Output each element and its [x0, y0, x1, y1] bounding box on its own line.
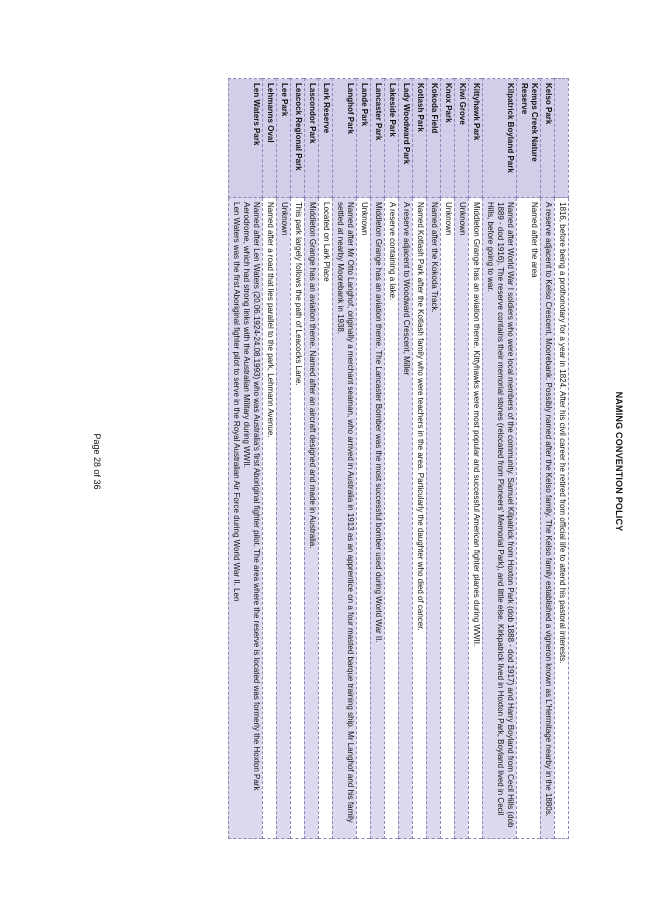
table-row	[427, 79, 441, 839]
park-name-cell: Kilpatrick Boyland Park	[483, 79, 517, 198]
naming-origin-cell: Located on Lark Place	[319, 198, 333, 839]
table-row	[357, 79, 371, 839]
naming-origin-cell: Unknown	[277, 198, 291, 839]
naming-table-body	[229, 79, 569, 839]
park-name-cell: Lancaster Park	[371, 79, 385, 198]
naming-origin-cell: Named Kotlash Park after the Kotlash family who were teachers in the area. Particularly the daughter who died of cancer.	[413, 198, 427, 839]
table-row	[305, 79, 319, 839]
table-row	[469, 79, 483, 839]
park-name-cell: Lakeside Park	[385, 79, 399, 198]
table-row	[413, 79, 427, 839]
park-name-cell: Langhof Park	[333, 79, 357, 198]
table-row	[455, 79, 469, 839]
table-row	[229, 79, 263, 839]
naming-origin-cell: A reserve adjacent to Kelso Crescent, Moorebank. Possibly named after the Kelso family. The Kelso family established a vigneron known as L'Hermitage nearby in the 1880s.	[541, 198, 555, 839]
page-number: Page 28 of 36	[92, 433, 102, 490]
naming-origin-cell: Named after Mr Otto Langhof, originally a merchant seaman, who arrived in Australia in 1913 as an apprentice on a four masted barque training ship. Mr Langhof and his family settled at nearby Moorebank in 1938.	[333, 198, 357, 839]
naming-table	[228, 78, 569, 839]
table-row	[441, 79, 455, 839]
naming-origin-cell: Unknown	[357, 198, 371, 839]
table-row	[291, 79, 305, 839]
naming-origin-cell: Unknown	[441, 198, 455, 839]
naming-origin-cell: A reserve containing a lake.	[385, 198, 399, 839]
park-name-cell: Lark Reserve	[319, 79, 333, 198]
park-name-cell: Kotlash Park	[413, 79, 427, 198]
table-row	[371, 79, 385, 839]
park-name-cell: Lady Woodward Park	[399, 79, 413, 198]
table-row	[541, 79, 555, 839]
naming-origin-cell: Middleton Grange has an aviation theme. The Lancaster Bomber was the most successful bomber used during World War II.	[371, 198, 385, 839]
naming-origin-cell: Middleton Grange has an aviation theme. Named after an aircraft designed and made in Australia.	[305, 198, 319, 839]
naming-origin-cell: Named after the Kokoda Track.	[427, 198, 441, 839]
park-name-cell	[555, 79, 569, 198]
naming-origin-cell: A reserve adjacent to Woodward Crescent, Miller	[399, 198, 413, 839]
table-row	[263, 79, 277, 839]
park-name-cell: Leacock Regional Park	[291, 79, 305, 198]
park-name-cell: Lande Park	[357, 79, 371, 198]
table-row	[517, 79, 541, 839]
naming-origin-cell: 1816, before being a prothonotary for a year in 1824. After his civil career he retired from official life to attend his pastoral interests.	[555, 198, 569, 839]
document-title: NAMING CONVENTION POLICY	[614, 391, 624, 532]
naming-origin-cell: Named after a road that lies parallel to the park, Lehmann Avenue.	[263, 198, 277, 839]
naming-origin-cell: Middleton Grange has an aviation theme. Kittyhawks were most popular and successful American fighter planes during WWII.	[469, 198, 483, 839]
park-name-cell: Lee Park	[277, 79, 291, 198]
table-row	[319, 79, 333, 839]
table-row	[277, 79, 291, 839]
table-row	[399, 79, 413, 839]
naming-origin-cell: This park largely follows the path of Leacocks Lane.	[291, 198, 305, 839]
park-name-cell: Kemps Creek Nature Reserve	[517, 79, 541, 198]
park-name-cell: Kelso Park	[541, 79, 555, 198]
table-row	[333, 79, 357, 839]
park-name-cell: Lascondor Park	[305, 79, 319, 198]
naming-origin-cell: Unknown	[455, 198, 469, 839]
table-row	[483, 79, 517, 839]
table-row	[385, 79, 399, 839]
park-name-cell: Len Waters Park	[229, 79, 263, 198]
naming-origin-cell: Named after World War I soldiers who were local members of the community. Samuel Kilpatrick from Hoxton Park (dob 1888 - dod 1917) and Harry Boyland from Cecil Hills (dob 1889 - dod 1916). The reserve contains their memorial stones (relocated from Pioneers' Memorial Park), and little else. Kirkpatrick lived in Hoxton Park, Boyland lived in Cecil Hills, before going to war.	[483, 198, 517, 839]
park-name-cell: Lehmanns Oval	[263, 79, 277, 198]
park-name-cell: Knox Park	[441, 79, 455, 198]
park-name-cell: Kittyhawk Park	[469, 79, 483, 198]
park-name-cell: Kiwi Grove	[455, 79, 469, 198]
park-name-cell: Kokoda Field	[427, 79, 441, 198]
naming-origin-cell: Named after Len Waters (20.06.1924-24.08.1993) who was Australia's first Aboriginal fighter pilot. The area where the reserve is located was formerly the Hoxton Park Aerodrome, which had strong links with the Australian Military during WWII. Len Waters was the first Aboriginal fighter pilot to serve in the Royal Australian Air Force during World War II. Len	[229, 198, 263, 839]
table-row	[555, 79, 569, 839]
naming-origin-cell: Named after the area	[517, 198, 541, 839]
